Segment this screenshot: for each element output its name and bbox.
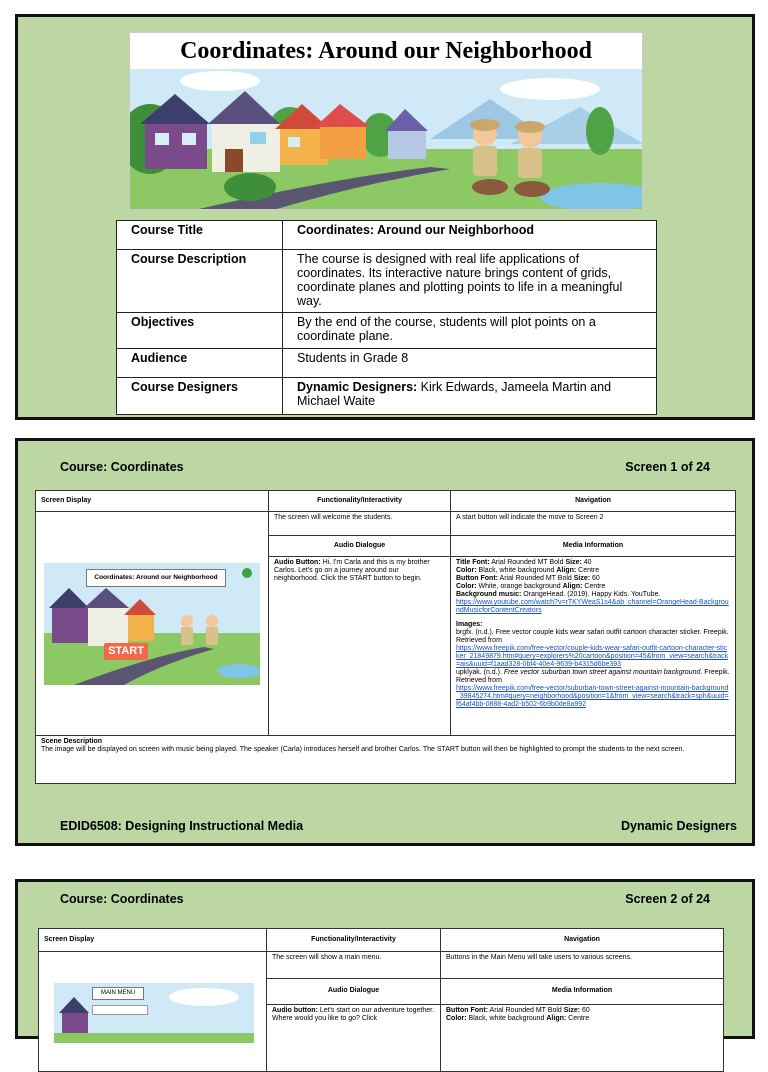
- audio-cell: [269, 557, 451, 736]
- screen-number: Screen 1 of 24: [625, 460, 710, 474]
- image-credit-2: upklyak. (n.d.). Free vector suburban town street against mountain background. Freepik. Retrieved from: [456, 669, 730, 685]
- image-link-1[interactable]: https://www.freepik.com/free-vector/couple-kids-wear-safari-outfit-cartoon-character-sticker_21849879.htm#query=explorers%20cartoon&position=45&from_view=search&track=ais&uuid=f1aad328-0bf4-40e4-9639-b4315d6be393: [456, 645, 729, 669]
- storyboard-screen-1: [15, 438, 755, 846]
- screen-thumbnail: [44, 563, 260, 685]
- scene-label: Scene Description: [41, 738, 103, 745]
- audio-header: Audio Dialogue: [269, 536, 451, 557]
- course-info-table: [116, 220, 657, 415]
- thumbnail-illustration: [54, 983, 254, 1043]
- row-value: Coordinates: Around our Neighborhood: [283, 221, 657, 250]
- scene-description-cell: [36, 736, 736, 784]
- row-label: Audience: [117, 349, 283, 378]
- screen-number: Screen 2 of 24: [625, 892, 710, 906]
- audio-label: Audio button:: [272, 1007, 318, 1015]
- row-value: By the end of the course, students will plot points on a coordinate plane.: [283, 313, 657, 349]
- row-label: Course Title: [117, 221, 283, 250]
- image-credit-1: brgfx. (n.d.). Free vector couple kids wear safari outfit cartoon character sticker. Freepik. Retrieved from: [456, 629, 729, 645]
- media-cell: [451, 557, 736, 736]
- storyboard-table: [38, 928, 724, 1072]
- table-row: [117, 221, 657, 250]
- table-row: [117, 378, 657, 415]
- functionality-header: Functionality/Interactivity: [269, 491, 451, 512]
- neighborhood-illustration: [130, 69, 643, 210]
- audio-text: Hi. I'm Carla and this is my brother Carlos. Let's go on a journey around our neighborhood. Click the START button to begin.: [274, 559, 430, 583]
- footer-course-code: EDID6508: Designing Instructional Media: [60, 819, 304, 833]
- audio-header: Audio Dialogue: [267, 978, 441, 1005]
- functionality-header: Functionality/Interactivity: [267, 929, 441, 952]
- row-label: Objectives: [117, 313, 283, 349]
- row-value: [283, 378, 657, 415]
- media-header: Media Information: [441, 978, 724, 1005]
- title-banner: [129, 32, 643, 210]
- designers-names: Kirk Edwards, Jameela Martin and Michael Waite: [297, 380, 612, 408]
- navigation-header: Navigation: [441, 929, 724, 952]
- storyboard-screen-2: [15, 879, 755, 1039]
- title-font-line: Title Font: Arial Rounded MT Bold Size: 40: [456, 559, 592, 567]
- button-color-line: Color: Black, white background Align: Centre: [446, 1015, 590, 1023]
- image-link-2[interactable]: https://www.freepik.com/free-vector/suburban-town-street-against-mountain-background_39845274.htm#query=neighborhood&position=1&from_view=search&track=sph&uuid=f64af4bb-0888-4ad2-b502-6b9b0de8a992: [456, 685, 729, 709]
- media-cell: [441, 1005, 724, 1072]
- audio-cell: [267, 1005, 441, 1072]
- functionality-text: The screen will show a main menu.: [267, 952, 441, 979]
- audio-text: Let's start on our adventure together. Where would you like to go? Click: [272, 1007, 435, 1023]
- screen-display-cell: [36, 512, 269, 736]
- main-menu-label: MAIN MENU: [92, 987, 144, 1000]
- button-font-line: Button Font: Arial Rounded MT Bold Size: 60: [456, 575, 600, 583]
- screen-display-header: Screen Display: [39, 929, 267, 952]
- footer-team: Dynamic Designers: [620, 819, 737, 833]
- scene-text: The image will be displayed on screen with music being played. The speaker (Carla) introduces herself and brother Carlos. The START button will then be highlighted to prompt the students to the next screen.: [41, 746, 685, 753]
- media-header: Media Information: [451, 536, 736, 557]
- course-label: Course: Coordinates: [60, 892, 184, 906]
- bg-music-line: Background music: OrangeHead. (2019). Happy Kids. YouTube.: [456, 591, 661, 599]
- row-label: Course Description: [117, 250, 283, 313]
- button-color-line: Color: White, orange background Align: Centre: [456, 583, 606, 591]
- storyboard-table: [35, 490, 736, 784]
- navigation-text: A start button will indicate the move to Screen 2: [451, 512, 736, 536]
- functionality-text: The screen will welcome the students.: [269, 512, 451, 536]
- start-button[interactable]: START: [104, 643, 148, 660]
- course-label: Course: Coordinates: [60, 460, 184, 474]
- screen-display-header: Screen Display: [36, 491, 269, 512]
- table-row: [117, 349, 657, 378]
- screen-display-cell: [39, 952, 267, 1072]
- button-font-line: Button Font: Arial Rounded MT Bold Size: 60: [446, 1007, 590, 1015]
- title-color-line: Color: Black, white background Align: Centre: [456, 567, 600, 575]
- row-value: The course is designed with real life applications of coordinates. Its interactive nature brings content of grids, coordinate planes and plotting points to life in a meaningful way.: [283, 250, 657, 313]
- menu-button[interactable]: [92, 1005, 148, 1015]
- navigation-header: Navigation: [451, 491, 736, 512]
- row-label: Course Designers: [117, 378, 283, 415]
- thumbnail-title: Coordinates: Around our Neighborhood: [86, 569, 226, 587]
- screen-thumbnail: [54, 983, 254, 1043]
- designers-team: Dynamic Designers:: [297, 380, 418, 394]
- row-value: Students in Grade 8: [283, 349, 657, 378]
- navigation-text: Buttons in the Main Menu will take users to various screens.: [441, 952, 724, 979]
- table-row: [117, 250, 657, 313]
- table-row: [117, 313, 657, 349]
- banner-title: Coordinates: Around our Neighborhood: [180, 38, 592, 64]
- images-label: Images:: [456, 621, 483, 629]
- audio-label: Audio Button:: [274, 559, 321, 567]
- title-slide: [15, 14, 755, 420]
- bg-music-link[interactable]: https://www.youtube.com/watch?v=rTKYWeaS1s4&ab_channel=OrangeHead-BackgroundMusicforContentCreators: [456, 599, 729, 615]
